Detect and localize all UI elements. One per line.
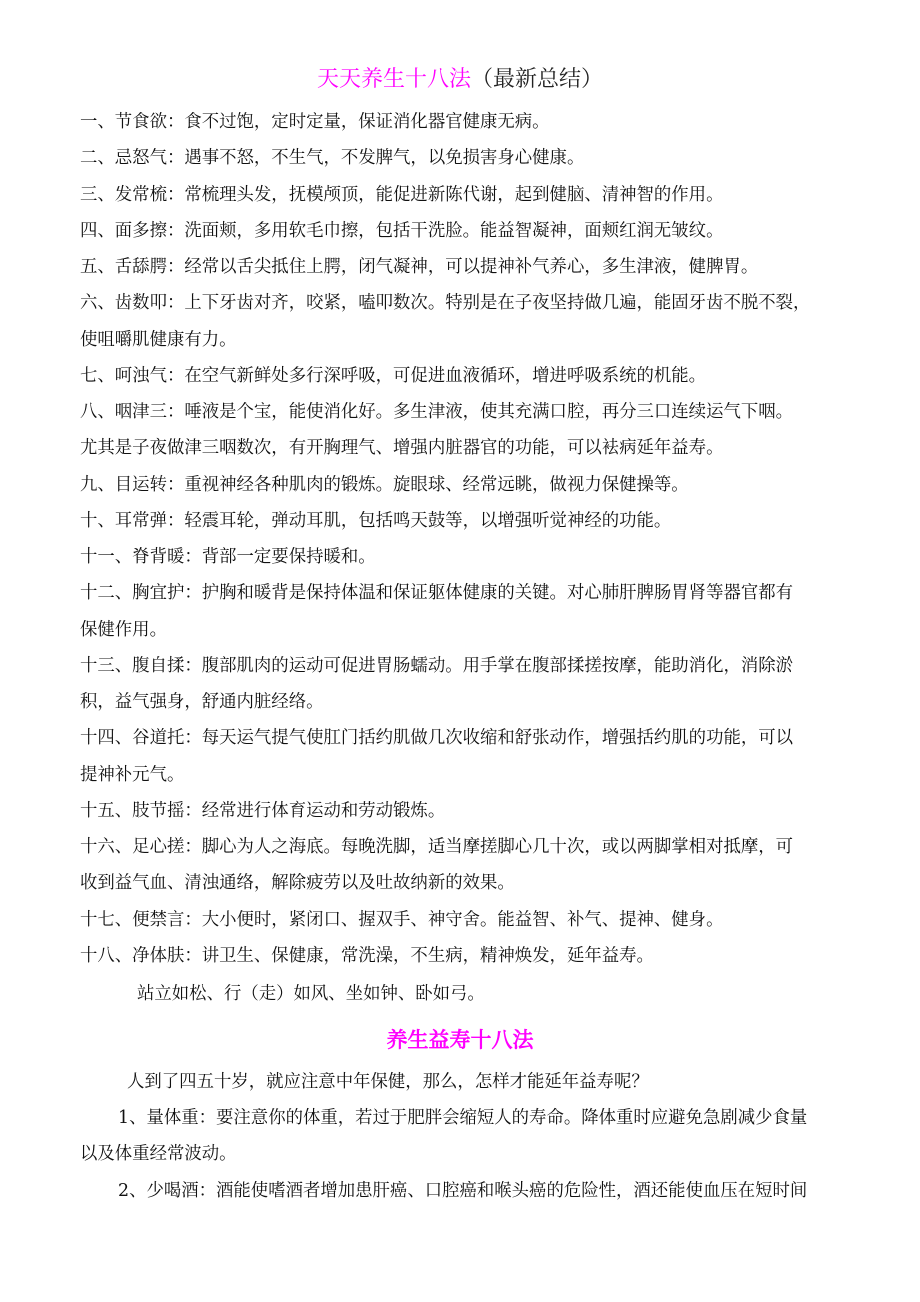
text-line: 以及体重经常波动。 xyxy=(80,1144,237,1165)
text-line: 八、咽津三：唾液是个宝，能使消化好。多生津液，使其充满口腔，再分三口连续运气下咽。 xyxy=(80,402,794,422)
motto: 站立如松、行（走）如风、坐如钟、卧如弓。 xyxy=(137,984,485,1004)
text-line: 十三、腹自揉：腹部肌肉的运动可促进胃肠蠕动。用手掌在腹部揉搓按摩，能助消化，消除淤 xyxy=(80,655,794,676)
document-title xyxy=(0,62,920,93)
text-line: 十五、肢节摇：经常进行体育运动和劳动锻炼。 xyxy=(80,800,446,821)
text-line: 四、面多擦：洗面颊，多用软毛巾擦，包括干洗脸。能益智凝神，面颊红润无皱纹。 xyxy=(80,220,724,241)
title-main: 天天养生十八法 xyxy=(316,67,471,92)
text-line: 五、舌舔腭：经常以舌尖抵住上腭，闭气凝神，可以提神补气养心，多生津液，健脾胃。 xyxy=(80,257,759,277)
text-line: 十四、谷道托：每天运气提气使肛门括约肌做几次收缩和舒张动作，增强括约肌的功能，可以 xyxy=(80,728,794,749)
text-line: 七、呵浊气：在空气新鲜处多行深呼吸，可促进血液循环，增进呼吸系统的机能。 xyxy=(80,365,707,386)
text-line: 九、目运转：重视神经各种肌肉的锻炼。旋眼球、经常远眺，做视力保健操等。 xyxy=(80,474,689,495)
text-line: 十七、便禁言：大小便时，紧闭口、握双手、神守舍。能益智、补气、提神、健身。 xyxy=(80,909,724,930)
text-line: 十一、脊背暖：背部一定要保持暖和。 xyxy=(80,547,376,567)
text-line: 使咀嚼肌健康有力。 xyxy=(80,329,237,350)
text-line: 人到了四五十岁，就应注意中年保健，那么，怎样才能延年益寿呢？ xyxy=(127,1072,649,1092)
text-line: 尤其是子夜做津三咽数次，有开胸理气、增强内脏器官的功能，可以袪病延年益寿。 xyxy=(80,438,724,459)
text-line: 十、耳常弹：轻震耳轮，弹动耳肌，包括鸣天鼓等，以增强听觉神经的功能。 xyxy=(80,510,672,531)
title-sub: （最新总结） xyxy=(471,67,604,92)
text-line: 三、发常梳：常梳理头发，抚模颅顶，能促进新陈代谢，起到健脑、清神智的作用。 xyxy=(80,184,724,205)
text-line: 收到益气血、清浊通络，解除疲劳以及吐故纳新的效果。 xyxy=(80,873,515,894)
text-line: 二、忌怒气：遇事不怒，不生气，不发脾气，以免损害身心健康。 xyxy=(80,148,585,169)
text-line: 保健作用。 xyxy=(80,619,167,640)
text-line: 1、量体重：要注意你的体重，若过于肥胖会缩短人的寿命。降体重时应避免急剧减少食量 xyxy=(118,1108,808,1129)
section-2-title: 养生益寿十八法 xyxy=(386,1027,534,1052)
text-line: 一、节食欲：食不过饱，定时定量，保证消化器官健康无病。 xyxy=(80,112,550,132)
text-line: 十二、胸宜护：护胸和暖背是保持体温和保证躯体健康的关键。对心肺肝脾肠胃肾等器官都有 xyxy=(80,583,794,604)
text-line: 积，益气强身，舒通内脏经络。 xyxy=(80,692,324,712)
text-line: 十六、足心搓：脚心为人之海底。每晚洗脚，适当摩搓脚心几十次，或以两脚掌相对抵摩，可 xyxy=(80,837,794,857)
text-line: 2、少喝酒：酒能使嗜酒者增加患肝癌、口腔癌和喉头癌的危险性，酒还能使血压在短时间 xyxy=(118,1180,808,1201)
text-line: 十八、净体肤：讲卫生、保健康，常洗澡，不生病，精神焕发，延年益寿。 xyxy=(80,945,654,966)
text-line: 六、齿数叩：上下牙齿对齐，咬紧，嗑叩数次。特别是在子夜坚持做几遍，能固牙齿不脱不裂， xyxy=(80,293,811,314)
text-line: 提神补元气。 xyxy=(80,764,185,785)
